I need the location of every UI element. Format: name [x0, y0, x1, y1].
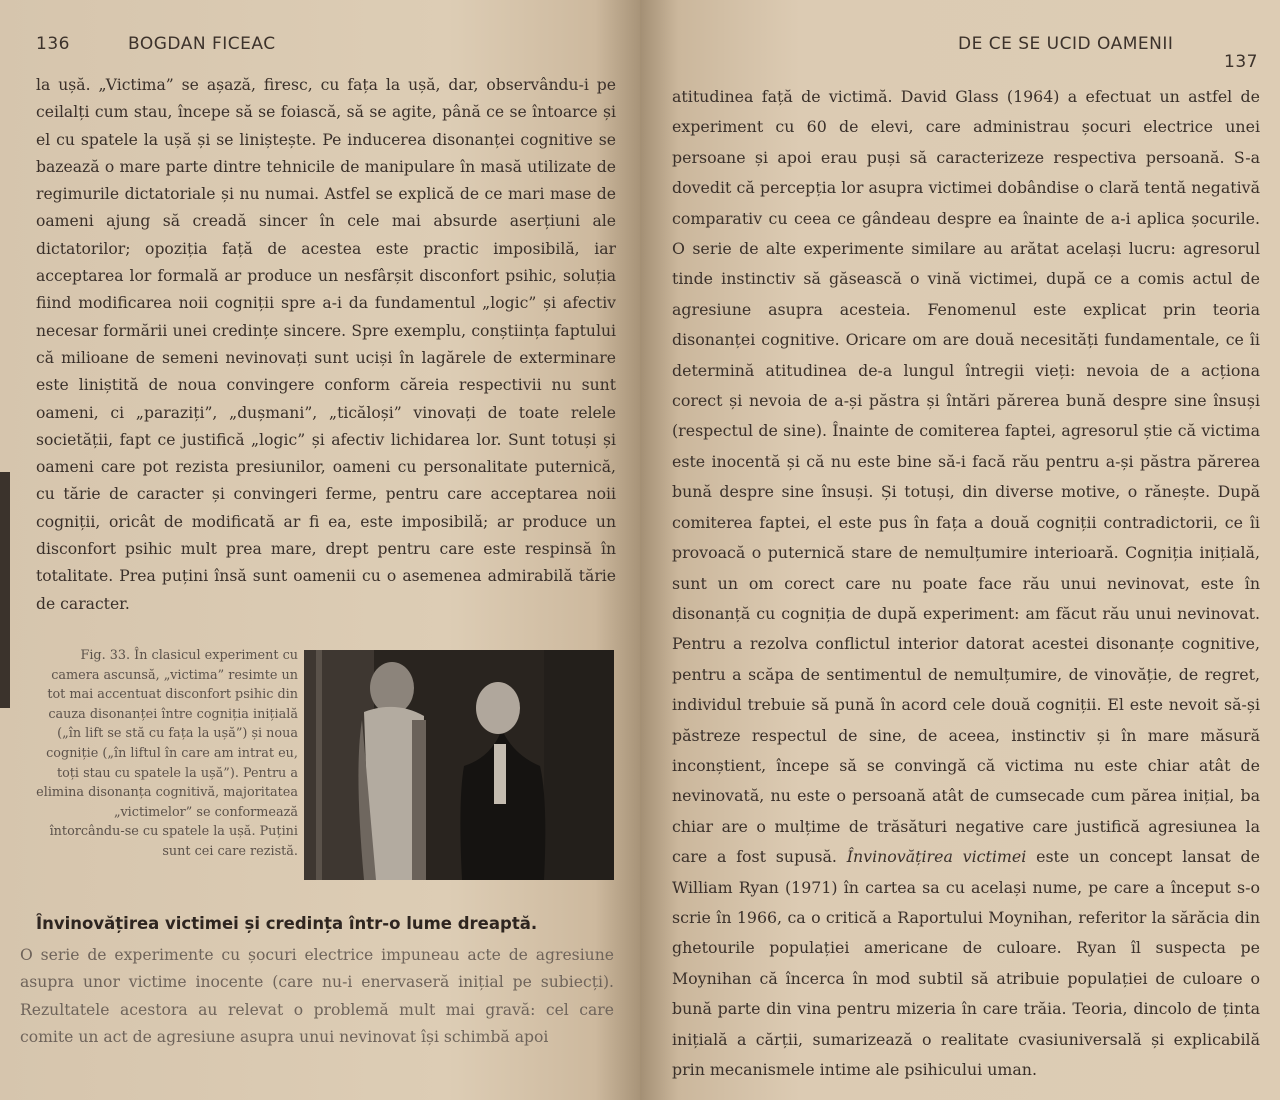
figure-caption: Fig. 33. În clasicul experiment cu camera ascunsă, „victima” resimte un tot mai accentuat disconfort psihic din cauza disonanței între cogniția inițială („în lift se stă cu fața la ușă”) și noua cogniție („în liftul în care am intrat eu, toți stau cu spatele la ușă”). Pentru a elimina disonanța cognitivă, majoritatea „victimelor” se conformează întorcându-se cu spatele la ușă. Puțini sunt cei care rezistă.: [36, 648, 298, 859]
right-body-text: [672, 82, 1260, 1085]
section-paragraph: O serie de experimente cu șocuri electrice impuneau acte de agresiune asupra unor victime inocente (care nu-i enervaseră inițial pe subiecți). Rezultatele acestora au relevat o problemă mult mai gravă: cel care comite un act de agresiune asupra unui nevinovat își schimbă apoi: [20, 946, 614, 1046]
section-text: [20, 942, 614, 1051]
left-page-number: 136: [36, 34, 70, 54]
right-body-part2: este un concept lansat de William Ryan (1971) în cartea sa cu același nume, pe care a început s-o scrie în 1966, ca o critică a Raportului Moynihan, referitor la sărăcia din ghetourile populației americane de culoare. Ryan îl suspecta pe Moynihan că încerca în mod subtil să atribuie populației de culoare o bună parte din vina pentru mizeria în care trăia. Teoria, dincolo de ținta inițială a cărții, sumarizează o realitate cvasiuniversală și explicabilă prin mecanismele intime ale psihicului uman.: [672, 847, 1260, 1079]
right-body-italic-term: Învinovățirea victimei: [846, 847, 1027, 867]
figure-33: [36, 646, 616, 882]
left-body-text: [36, 72, 616, 618]
left-body-paragraph: la ușă. „Victima” se așază, firesc, cu fața la ușă, dar, observându-i pe ceilalți cum stau, începe să se foiască, să se agite, până ce se întoarce și el cu spatele la ușă și se liniștește. Pe inducerea disonanței cognitive se bazează o mare parte dintre tehnicile de manipulare în masă utilizate de regimurile dictatoriale și nu numai. Astfel se explică de ce mari mase de oameni ajung să creadă sincer în cele mai absurde aserțiuni ale dictatorilor; opoziția față de acestea este practic imposibilă, iar acceptarea lor formală ar produce un nesfârșit disconfort psihic, soluția fiind modificarea noii cogniții spre a-i da fundamentul „logic” și afectiv necesar formării unei credințe sincere. Spre exemplu, conștiința faptului că milioane de semeni nevinovați sunt uciși în lagărele de exterminare este liniștită de noua convingere conform căreia respectivii nu sunt oameni, ci „paraziți”, „dușmani”, „ticăloși” vinovați de toate relele societății, fapt ce justifică „logic” și afectiv lichidarea lor. Sunt totuși și oameni care pot rezista presiunilor, oameni cu personalitate puternică, cu tărie de caracter și convingeri ferme, pentru care acceptarea noii cogniții, oricât de modificată ar fi ea, este imposibilă; ar produce un disconfort psihic mult prea mare, drept pentru care este respinsă în totalitate. Prea puțini însă sunt oamenii cu o asemenea admirabilă tărie de caracter.: [36, 76, 616, 613]
right-running-title: DE CE SE UCID OAMENII: [958, 34, 1174, 54]
elevator-photo: [304, 650, 614, 880]
page-edge-marker: [0, 472, 10, 708]
left-running-title: BOGDAN FICEAC: [128, 34, 276, 54]
right-page-number: 137: [1224, 52, 1258, 72]
right-page: [640, 0, 1280, 1100]
right-body-paragraph: [672, 82, 1260, 1085]
elevator-photo-image: [304, 650, 614, 880]
right-body-part1: atitudinea față de victimă. David Glass (1964) a efectuat un astfel de experiment cu 60 de elevi, care administrau șocuri electrice unei persoane și apoi erau puși să caracterizeze respectiva persoană. S-a dovedit că percepția lor asupra victimei dobândise o clară tentă negativă comparativ cu ceea ce gândeau despre ea înainte de a-i aplica șocurile. O serie de alte experimente similare au arătat același lucru: agresorul tinde instinctiv să găsească o vină victimei, după ce a comis actul de agresiune asupra acesteia. Fenomenul este explicat prin teoria disonanței cognitive. Oricare om are două necesități fundamentale, ce îi determină atitudinea de-a lungul întregii vieți: nevoia de a acționa corect și nevoia de a-și păstra și întări părerea bună despre sine însuși (respectul de sine). Înainte de comiterea faptei, agresorul știe că victima este inocentă și că nu este bine să-i facă rău pentru a-și păstra părerea bună despre sine însuși. Și totuși, din diverse motive, o rănește. După comiterea faptei, el este pus în fața a două cogniții contradictorii, ce îi provoacă o puternică stare de nemulțumire interioară. Cogniția inițială, sunt un om corect care nu poate face rău unui nevinovat, este în disonanță cu cogniția de după experiment: am făcut rău unui nevinovat. Pentru a rezolva conflictul interior datorat acestei disonanțe cognitive, pentru a scăpa de sentimentul de nemulțumire, de vinovăție, de regret, individul trebuie să pună în acord cele două cogniții. El este nevoit să-și păstreze respectul de sine, de aceea, instinctiv și în mare măsură inconștient, începe să se convingă că victima nu este chiar atât de nevinovată, nu este o persoană atât de cumsecade cum părea inițial, ba chiar are o mulțime de trăsături negative care justifică agresiunea la care a fost supusă.: [672, 87, 1260, 867]
section-heading: Învinovățirea victimei și credința într-o lume dreaptă.: [36, 914, 538, 933]
